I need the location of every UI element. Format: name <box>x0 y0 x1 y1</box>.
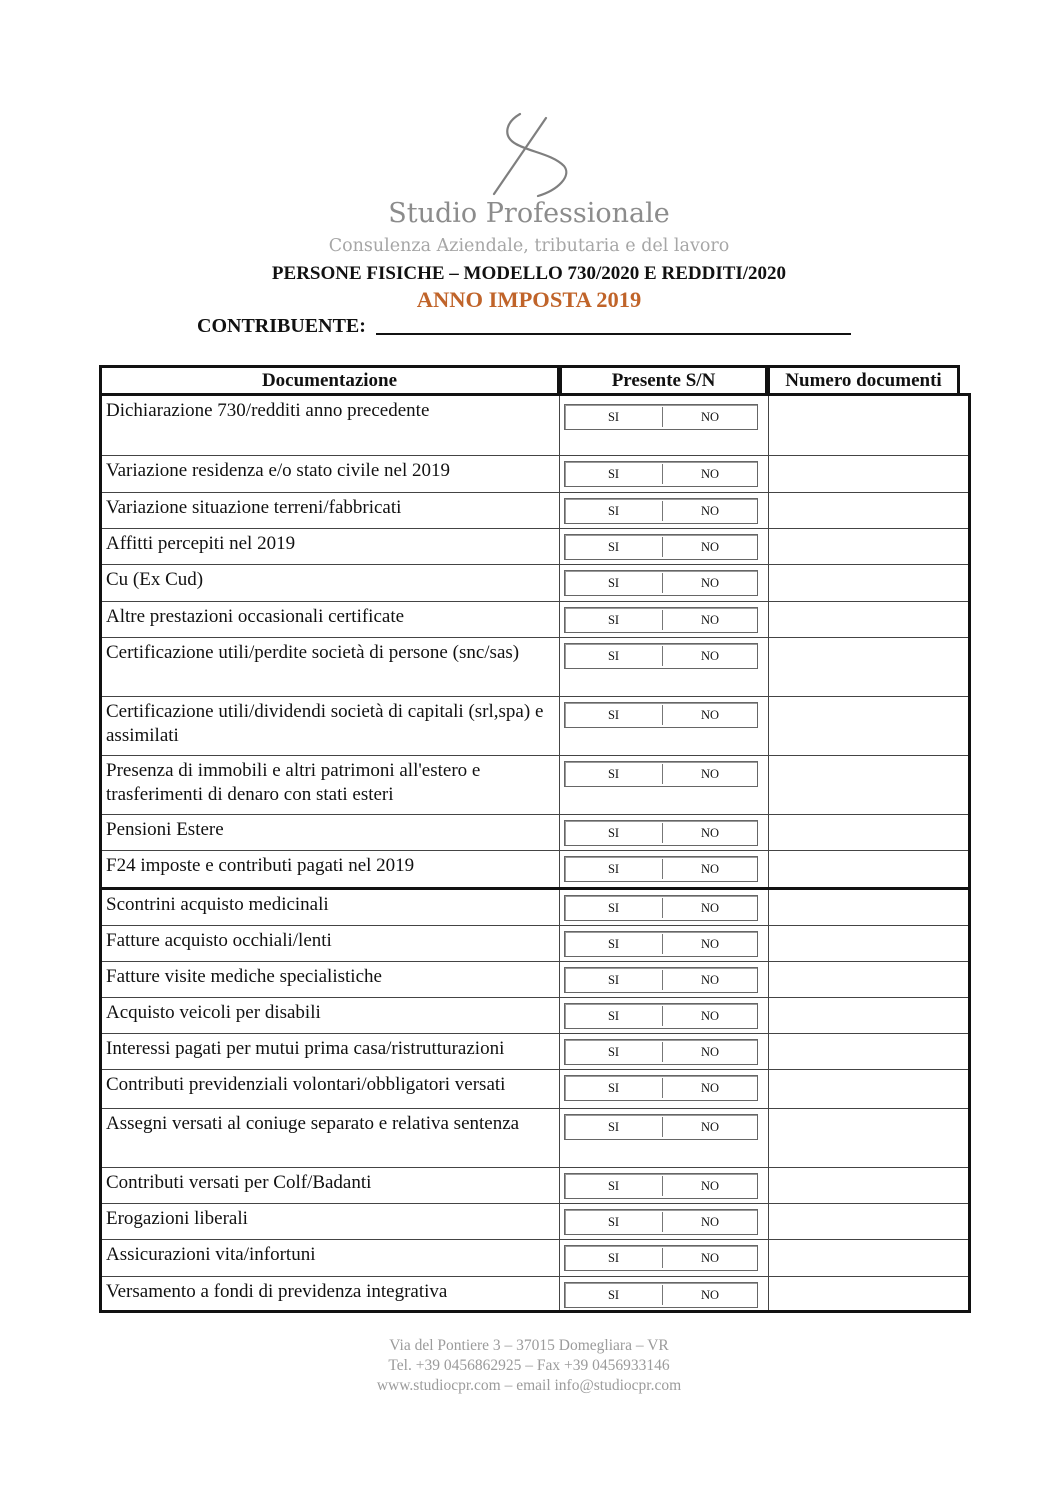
no-option[interactable]: NO <box>700 937 720 951</box>
numero-documenti-cell[interactable] <box>769 638 968 696</box>
column-header-numero-documenti: Numero documenti <box>767 365 960 395</box>
si-option[interactable]: SI <box>607 1009 620 1023</box>
contribuente-field[interactable] <box>197 315 851 338</box>
table-row <box>102 1167 968 1203</box>
numero-documenti-cell[interactable] <box>769 756 968 814</box>
documentation-table <box>99 393 971 1313</box>
si-option[interactable]: SI <box>607 1045 620 1059</box>
studio-logo-icon <box>486 110 576 202</box>
document-label: Contributi versati per Colf/Badanti <box>106 1172 372 1193</box>
numero-documenti-cell[interactable] <box>769 998 968 1033</box>
column-divider <box>559 602 560 637</box>
no-option[interactable]: NO <box>700 1251 720 1265</box>
numero-documenti-cell[interactable] <box>769 962 968 997</box>
table-row <box>102 637 968 696</box>
no-option[interactable]: NO <box>700 862 720 876</box>
si-no-box <box>564 1003 758 1029</box>
si-no-box <box>564 1173 758 1199</box>
si-option[interactable]: SI <box>607 467 620 481</box>
document-label: Versamento a fondi di previdenza integrativa <box>106 1281 448 1302</box>
numero-documenti-cell[interactable] <box>769 529 968 564</box>
no-option[interactable]: NO <box>700 649 720 663</box>
si-no-box <box>564 607 758 633</box>
column-divider <box>559 1240 560 1276</box>
document-label: Pensioni Estere <box>106 819 224 840</box>
column-divider <box>559 1070 560 1108</box>
no-option[interactable]: NO <box>700 613 720 627</box>
document-label: Assicurazioni vita/infortuni <box>106 1244 316 1265</box>
table-row <box>102 887 968 925</box>
si-no-box <box>564 1245 758 1271</box>
footer-phone: Tel. +39 0456862925 – Fax +39 0456933146 <box>388 1357 670 1374</box>
si-no-box <box>564 1075 758 1101</box>
document-label: Presenza di immobili e altri patrimoni all'estero e trasferimenti di denaro con stati esteri <box>106 760 481 805</box>
studio-name: Studio Professionale <box>388 198 670 229</box>
no-option[interactable]: NO <box>700 1179 720 1193</box>
numero-documenti-cell[interactable] <box>769 565 968 601</box>
si-option[interactable]: SI <box>607 1179 620 1193</box>
document-title: PERSONE FISICHE – MODELLO 730/2020 E REDDITI/2020 <box>271 263 787 284</box>
si-option[interactable]: SI <box>607 937 620 951</box>
table-row <box>102 1203 968 1239</box>
si-no-box <box>564 534 758 560</box>
no-option[interactable]: NO <box>700 1215 720 1229</box>
no-option[interactable]: NO <box>700 1045 720 1059</box>
table-row <box>102 1069 968 1108</box>
column-divider <box>559 1204 560 1239</box>
table-row <box>102 997 968 1033</box>
column-divider <box>559 493 560 528</box>
table-row <box>102 528 968 564</box>
numero-documenti-cell[interactable] <box>769 926 968 961</box>
no-option[interactable]: NO <box>700 504 720 518</box>
table-row <box>102 1108 968 1167</box>
table-row <box>102 455 968 492</box>
no-option[interactable]: NO <box>700 901 720 915</box>
numero-documenti-cell[interactable] <box>769 396 968 455</box>
si-no-box <box>564 702 758 728</box>
table-row <box>102 564 968 601</box>
numero-documenti-cell[interactable] <box>769 890 968 925</box>
tax-year-title: ANNO IMPOSTA 2019 <box>416 287 642 312</box>
column-divider <box>559 756 560 814</box>
column-divider <box>559 565 560 601</box>
document-label: Interessi pagati per mutui prima casa/ristrutturazioni <box>106 1038 505 1059</box>
table-row <box>102 961 968 997</box>
column-divider <box>559 1168 560 1203</box>
numero-documenti-cell[interactable] <box>769 1034 968 1069</box>
document-label: Certificazione utili/perdite società di persone (snc/sas) <box>106 642 520 663</box>
column-divider <box>559 396 560 455</box>
table-row <box>102 396 968 455</box>
document-label: Variazione residenza e/o stato civile nel 2019 <box>106 460 450 481</box>
document-label: Assegni versati al coniuge separato e relativa sentenza <box>106 1113 520 1134</box>
document-label: Certificazione utili/dividendi società di capitali (srl,spa) e assimilati <box>106 701 544 746</box>
column-divider <box>559 851 560 887</box>
si-option[interactable]: SI <box>607 540 620 554</box>
column-divider <box>559 815 560 850</box>
column-divider <box>559 926 560 961</box>
si-option[interactable]: SI <box>607 1120 620 1134</box>
no-option[interactable]: NO <box>700 973 720 987</box>
si-option[interactable]: SI <box>607 973 620 987</box>
numero-documenti-cell[interactable] <box>769 851 968 887</box>
no-option[interactable]: NO <box>700 1081 720 1095</box>
column-divider <box>559 638 560 696</box>
document-label: Altre prestazioni occasionali certificate <box>106 606 405 627</box>
table-row <box>102 1033 968 1069</box>
si-no-box <box>564 643 758 669</box>
contribuente-label: CONTRIBUENTE: <box>197 315 366 337</box>
table-row <box>102 492 968 528</box>
column-divider <box>559 1109 560 1167</box>
document-label: Acquisto veicoli per disabili <box>106 1002 321 1023</box>
document-label: Cu (Ex Cud) <box>106 569 204 590</box>
table-row <box>102 1239 968 1276</box>
numero-documenti-cell[interactable] <box>769 1168 968 1203</box>
document-label: Fatture visite mediche specialistiche <box>106 966 382 987</box>
no-option[interactable]: NO <box>700 410 720 424</box>
si-no-box <box>564 820 758 846</box>
si-no-box <box>564 895 758 921</box>
si-no-box <box>564 461 758 487</box>
numero-documenti-cell[interactable] <box>769 697 968 755</box>
si-no-box <box>564 856 758 882</box>
numero-documenti-cell[interactable] <box>769 1204 968 1239</box>
no-option[interactable]: NO <box>700 576 720 590</box>
column-divider <box>559 998 560 1033</box>
numero-documenti-cell[interactable] <box>769 1240 968 1276</box>
si-option[interactable]: SI <box>607 410 620 424</box>
footer-address: Via del Pontiere 3 – 37015 Domegliara – VR <box>389 1337 669 1354</box>
si-no-box <box>564 498 758 524</box>
si-no-box <box>564 1282 758 1308</box>
column-divider <box>559 1034 560 1069</box>
si-option[interactable]: SI <box>607 1251 620 1265</box>
si-option[interactable]: SI <box>607 1215 620 1229</box>
table-row <box>102 601 968 637</box>
document-label: Fatture acquisto occhiali/lenti <box>106 930 332 951</box>
no-option[interactable]: NO <box>700 467 720 481</box>
table-row <box>102 925 968 961</box>
si-option[interactable]: SI <box>607 862 620 876</box>
table-row <box>102 696 968 755</box>
document-label: Erogazioni liberali <box>106 1208 248 1229</box>
numero-documenti-cell[interactable] <box>769 1070 968 1108</box>
si-option[interactable]: SI <box>607 504 620 518</box>
document-label: Affitti percepiti nel 2019 <box>106 533 296 554</box>
numero-documenti-cell[interactable] <box>769 1109 968 1167</box>
no-option[interactable]: NO <box>700 1120 720 1134</box>
column-divider <box>559 529 560 564</box>
si-option[interactable]: SI <box>607 576 620 590</box>
si-no-box <box>564 1209 758 1235</box>
si-no-box <box>564 931 758 957</box>
si-option[interactable]: SI <box>607 1288 620 1302</box>
no-option[interactable]: NO <box>700 708 720 722</box>
si-option[interactable]: SI <box>607 613 620 627</box>
si-option[interactable]: SI <box>607 1081 620 1095</box>
si-option[interactable]: SI <box>607 767 620 781</box>
column-divider <box>559 697 560 755</box>
si-option[interactable]: SI <box>607 649 620 663</box>
si-option[interactable]: SI <box>607 901 620 915</box>
column-divider <box>559 456 560 492</box>
si-option[interactable]: SI <box>607 708 620 722</box>
column-divider <box>559 1277 560 1310</box>
column-header-documentazione: Documentazione <box>99 365 560 395</box>
column-divider <box>559 890 560 925</box>
si-no-box <box>564 1114 758 1140</box>
no-option[interactable]: NO <box>700 1009 720 1023</box>
studio-subtitle: Consulenza Aziendale, tributaria e del lavoro <box>328 236 730 256</box>
no-option[interactable]: NO <box>700 540 720 554</box>
si-no-box <box>564 404 758 430</box>
contribuente-input-line[interactable] <box>376 333 851 335</box>
table-row <box>102 755 968 814</box>
document-label: Dichiarazione 730/redditi anno precedente <box>106 400 430 421</box>
footer-web: www.studiocpr.com – email info@studiocpr.com <box>376 1377 682 1394</box>
table-row <box>102 814 968 850</box>
si-no-box <box>564 1039 758 1065</box>
no-option[interactable]: NO <box>700 1288 720 1302</box>
si-no-box <box>564 570 758 596</box>
column-header-presente: Presente S/N <box>559 365 768 395</box>
document-label: Contributi previdenziali volontari/obbligatori versati <box>106 1074 506 1095</box>
document-label: F24 imposte e contributi pagati nel 2019 <box>106 855 415 876</box>
numero-documenti-cell[interactable] <box>769 456 968 492</box>
numero-documenti-cell[interactable] <box>769 815 968 850</box>
numero-documenti-cell[interactable] <box>769 602 968 637</box>
si-no-box <box>564 761 758 787</box>
table-row <box>102 1276 968 1310</box>
numero-documenti-cell[interactable] <box>769 1277 968 1310</box>
si-option[interactable]: SI <box>607 826 620 840</box>
document-label: Variazione situazione terreni/fabbricati <box>106 497 402 518</box>
document-label: Scontrini acquisto medicinali <box>106 894 329 915</box>
no-option[interactable]: NO <box>700 767 720 781</box>
column-divider <box>559 962 560 997</box>
numero-documenti-cell[interactable] <box>769 493 968 528</box>
si-no-box <box>564 967 758 993</box>
table-row <box>102 850 968 887</box>
no-option[interactable]: NO <box>700 826 720 840</box>
